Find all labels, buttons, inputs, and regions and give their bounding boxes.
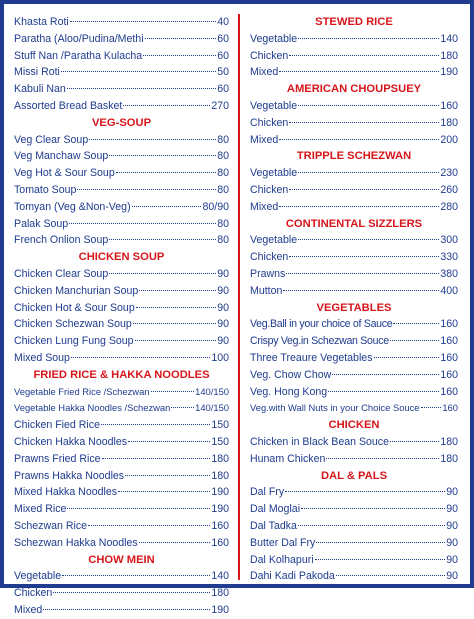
- menu-item: [14, 48, 229, 65]
- item-price: 180: [211, 469, 229, 482]
- dot-leader: [67, 508, 210, 509]
- menu-item: [14, 216, 229, 233]
- menu-item: [250, 199, 458, 216]
- item-name: Palak Soup: [14, 217, 69, 230]
- dot-leader: [88, 525, 210, 526]
- section-heading: AMERICAN CHOUPSUEY: [286, 83, 422, 96]
- menu-item: [14, 400, 229, 417]
- dot-leader: [390, 340, 439, 341]
- item-name: Mixed: [14, 603, 43, 616]
- item-price: 160: [440, 385, 458, 398]
- item-name: Chicken Manchurian Soup: [14, 284, 139, 297]
- dot-leader: [61, 71, 216, 72]
- item-price: 90: [446, 486, 458, 499]
- dot-leader: [77, 189, 216, 190]
- menu-item: [250, 367, 458, 384]
- item-name: Missi Roti: [14, 66, 60, 79]
- item-name: Vegetable: [250, 234, 298, 247]
- item-name: Chicken Fied Rice: [14, 419, 100, 432]
- menu-item: [14, 148, 229, 165]
- item-price: 270: [211, 99, 229, 112]
- section-heading: FRIED RICE & HAKKA NOODLES: [33, 368, 210, 381]
- item-price: 90: [446, 553, 458, 566]
- item-name: Butter Dal Fry: [250, 536, 316, 549]
- item-price: 400: [440, 284, 458, 297]
- dot-leader: [118, 491, 210, 492]
- item-name: Dal Moglai: [250, 503, 301, 516]
- menu-item: [14, 535, 229, 552]
- menu-item: [14, 501, 229, 518]
- item-name: Kabuli Nan: [14, 83, 66, 96]
- item-name: Assorted Bread Basket: [14, 99, 123, 112]
- item-price: 280: [440, 200, 458, 213]
- dot-leader: [289, 256, 439, 257]
- dot-leader: [390, 441, 439, 442]
- item-name: Mixed Hakka Noodles: [14, 486, 118, 499]
- dot-leader: [132, 206, 202, 207]
- menu-item: [250, 552, 458, 569]
- item-price: 80: [217, 183, 229, 196]
- dot-leader: [109, 273, 216, 274]
- item-name: Dal Kolhapuri: [250, 553, 314, 566]
- menu-item: [14, 132, 229, 149]
- dot-leader: [101, 424, 210, 425]
- item-name: Vegetable: [250, 167, 298, 180]
- menu-item: [14, 98, 229, 115]
- menu-item: [14, 199, 229, 216]
- dot-leader: [145, 38, 217, 39]
- dot-leader: [332, 374, 439, 375]
- dot-leader: [301, 508, 445, 509]
- item-price: 230: [440, 167, 458, 180]
- menu-item: [14, 165, 229, 182]
- item-price: 160: [442, 402, 458, 414]
- dot-leader: [67, 88, 216, 89]
- dot-leader: [171, 407, 194, 408]
- dot-leader: [69, 223, 216, 224]
- section-heading: CHICKEN SOUP: [78, 251, 165, 264]
- item-price: 160: [440, 318, 458, 331]
- menu-item: [250, 232, 458, 249]
- dot-leader: [123, 105, 210, 106]
- dot-leader: [336, 575, 445, 576]
- dot-leader: [283, 290, 439, 291]
- menu-item: [14, 350, 229, 367]
- dot-leader: [102, 458, 211, 459]
- menu-item: [250, 434, 458, 451]
- section-heading: STEWED RICE: [315, 16, 393, 28]
- dot-leader: [374, 357, 440, 358]
- item-price: 80: [217, 133, 229, 146]
- item-price: 180: [211, 452, 229, 465]
- menu-item: [250, 333, 458, 350]
- item-price: 160: [440, 99, 458, 112]
- item-name: Dal Fry: [250, 486, 285, 499]
- menu-item: [14, 283, 229, 300]
- column-divider: [238, 14, 240, 580]
- item-name: Mixed: [250, 200, 279, 213]
- item-name: Paratha (Aloo/Pudina/Methi: [14, 32, 144, 45]
- menu-item: [14, 568, 229, 585]
- item-price: 80: [217, 150, 229, 163]
- menu-item: [250, 98, 458, 115]
- menu-item: [250, 64, 458, 81]
- item-name: Crispy Veg.in Schezwan Souce: [250, 335, 389, 348]
- item-price: 160: [211, 519, 229, 532]
- item-name: Hunam Chicken: [250, 452, 326, 465]
- dot-leader: [89, 139, 216, 140]
- menu-item: [250, 165, 458, 182]
- item-price: 90: [217, 318, 229, 331]
- item-price: 90: [217, 284, 229, 297]
- item-name: Veg. Hong Kong: [250, 385, 328, 398]
- dot-leader: [298, 172, 439, 173]
- dot-leader: [135, 340, 217, 341]
- section-heading: CHOW MEIN: [88, 553, 155, 566]
- item-price: 160: [440, 351, 458, 364]
- item-price: 160: [440, 335, 458, 348]
- section-heading: DAL & PALS: [320, 469, 388, 482]
- dot-leader: [298, 38, 439, 39]
- item-price: 200: [440, 133, 458, 146]
- menu-item: [250, 384, 458, 401]
- dot-leader: [151, 391, 195, 392]
- menu-item: [250, 115, 458, 132]
- item-price: 150: [211, 419, 229, 432]
- menu-item: [14, 468, 229, 485]
- dot-leader: [285, 491, 445, 492]
- item-price: 90: [217, 301, 229, 314]
- dot-leader: [286, 273, 439, 274]
- item-price: 80: [217, 167, 229, 180]
- item-price: 90: [446, 570, 458, 583]
- section-heading: VEG-SOUP: [91, 116, 152, 129]
- dot-leader: [62, 575, 210, 576]
- item-price: 50: [217, 66, 229, 79]
- dot-leader: [298, 239, 439, 240]
- section-heading: TRIPPLE SCHEZWAN: [296, 150, 412, 163]
- item-name: Schezwan Rice: [14, 519, 88, 532]
- dot-leader: [289, 55, 439, 56]
- item-name: Vegetable Fried Rice /Schezwan: [14, 385, 150, 397]
- menu-item: [250, 501, 458, 518]
- item-name: Chicken Hakka Noodles: [14, 435, 128, 448]
- item-name: Vegetable: [14, 570, 62, 583]
- menu-right-column: [250, 14, 458, 585]
- menu-item: [14, 300, 229, 317]
- menu-item: [250, 48, 458, 65]
- menu-item: [14, 417, 229, 434]
- item-name: Dahi Kadi Pakoda: [250, 570, 335, 583]
- item-price: 90: [446, 536, 458, 549]
- dot-leader: [139, 290, 216, 291]
- item-name: Chicken: [250, 183, 289, 196]
- item-price: 140: [440, 32, 458, 45]
- item-price: 100: [211, 351, 229, 364]
- item-name: Veg. Chow Chow: [250, 368, 332, 381]
- item-price: 140/150: [195, 402, 229, 414]
- menu-item: [14, 451, 229, 468]
- dot-leader: [298, 525, 445, 526]
- menu-item: [250, 31, 458, 48]
- menu-item: [14, 518, 229, 535]
- item-price: 80: [217, 234, 229, 247]
- item-name: Stuff Nan /Paratha Kulacha: [14, 49, 143, 62]
- item-name: Prawns: [250, 267, 286, 280]
- section-heading: CONTINENTAL SIZZLERS: [285, 217, 423, 230]
- item-name: Mixed: [250, 66, 279, 79]
- menu-item: [14, 31, 229, 48]
- item-name: Dal Tadka: [250, 519, 297, 532]
- dot-leader: [298, 105, 439, 106]
- dot-leader: [328, 391, 439, 392]
- item-name: Mixed: [250, 133, 279, 146]
- dot-leader: [125, 475, 210, 476]
- item-name: Mixed Soup: [14, 351, 70, 364]
- menu-item: [14, 602, 229, 619]
- item-price: 180: [211, 587, 229, 600]
- item-price: 140/150: [195, 385, 229, 397]
- dot-leader: [279, 206, 439, 207]
- menu-item: [250, 484, 458, 501]
- dot-leader: [136, 307, 216, 308]
- item-name: Chicken Schezwan Soup: [14, 318, 132, 331]
- item-price: 180: [440, 452, 458, 465]
- menu-item: [250, 350, 458, 367]
- item-name: Chicken Lung Fung Soup: [14, 335, 134, 348]
- menu-item: [14, 81, 229, 98]
- item-price: 60: [217, 49, 229, 62]
- menu-item: [14, 316, 229, 333]
- menu-item: [250, 568, 458, 585]
- item-name: Chicken in Black Bean Souce: [250, 435, 389, 448]
- item-price: 260: [440, 183, 458, 196]
- item-price: 90: [446, 503, 458, 516]
- dot-leader: [139, 542, 211, 543]
- item-name: Veg.Ball in your choice of Sauce: [250, 318, 393, 331]
- item-name: Chicken: [250, 49, 289, 62]
- item-price: 160: [440, 368, 458, 381]
- item-name: Tomato Soup: [14, 183, 77, 196]
- dot-leader: [53, 592, 210, 593]
- dot-leader: [315, 559, 446, 560]
- item-name: Vegetable: [250, 32, 298, 45]
- dot-leader: [133, 323, 216, 324]
- item-price: 190: [211, 486, 229, 499]
- item-name: Three Treaure Vegetables: [250, 351, 373, 364]
- dot-leader: [326, 458, 439, 459]
- item-price: 300: [440, 234, 458, 247]
- item-price: 180: [440, 49, 458, 62]
- item-price: 60: [217, 32, 229, 45]
- item-name: Vegetable Hakka Noodles /Schezwan: [14, 402, 171, 414]
- dot-leader: [289, 122, 439, 123]
- dot-leader: [71, 357, 210, 358]
- item-price: 160: [211, 536, 229, 549]
- item-name: French Onlion Soup: [14, 234, 109, 247]
- menu-item: [250, 316, 458, 333]
- item-price: 190: [440, 66, 458, 79]
- item-name: Veg.with Wall Nuts in your Choice Souce: [250, 402, 420, 414]
- dot-leader: [143, 55, 216, 56]
- item-name: Chicken: [14, 587, 53, 600]
- item-price: 380: [440, 267, 458, 280]
- dot-leader: [421, 407, 442, 408]
- dot-leader: [316, 542, 445, 543]
- item-name: Mixed Rice: [14, 503, 67, 516]
- menu-item: [250, 266, 458, 283]
- item-name: Chicken: [250, 116, 289, 129]
- menu-item: [14, 333, 229, 350]
- dot-leader: [128, 441, 210, 442]
- menu-item: [250, 182, 458, 199]
- dot-leader: [109, 239, 216, 240]
- dot-leader: [116, 172, 216, 173]
- item-price: 80/90: [202, 200, 229, 213]
- item-name: Chicken: [250, 251, 289, 264]
- item-name: Veg Clear Soup: [14, 133, 89, 146]
- section-heading: CHICKEN: [328, 419, 380, 432]
- item-name: Prawns Fried Rice: [14, 452, 101, 465]
- section-heading: VEGETABLES: [316, 301, 392, 314]
- item-price: 90: [217, 335, 229, 348]
- item-name: Chicken Hot & Sour Soup: [14, 301, 135, 314]
- menu-item: [14, 182, 229, 199]
- item-name: Vegetable: [250, 99, 298, 112]
- item-price: 150: [211, 435, 229, 448]
- item-price: 90: [217, 267, 229, 280]
- dot-leader: [279, 71, 439, 72]
- dot-leader: [393, 323, 439, 324]
- item-price: 80: [217, 217, 229, 230]
- menu-left-column: [14, 14, 229, 619]
- menu-item: [14, 14, 229, 31]
- dot-leader: [43, 609, 210, 610]
- menu-item: [14, 434, 229, 451]
- item-name: Prawns Hakka Noodles: [14, 469, 125, 482]
- item-name: Veg Manchaw Soup: [14, 150, 109, 163]
- dot-leader: [279, 139, 439, 140]
- dot-leader: [109, 155, 216, 156]
- dot-leader: [289, 189, 439, 190]
- item-price: 190: [211, 503, 229, 516]
- menu-item: [250, 518, 458, 535]
- item-name: Mutton: [250, 284, 283, 297]
- item-name: Chicken Clear Soup: [14, 267, 109, 280]
- menu-item: [14, 484, 229, 501]
- item-price: 40: [217, 16, 229, 28]
- item-name: Schezwan Hakka Noodles: [14, 536, 138, 549]
- menu-item: [250, 249, 458, 266]
- menu-item: [250, 132, 458, 149]
- item-name: Veg Hot & Sour Soup: [14, 167, 115, 180]
- dot-leader: [70, 21, 216, 22]
- item-price: 140: [211, 570, 229, 583]
- menu-item: [250, 283, 458, 300]
- item-name: Tomyan (Veg &Non-Veg): [14, 200, 131, 213]
- menu-item: [14, 232, 229, 249]
- item-price: 90: [446, 519, 458, 532]
- menu-item: [250, 400, 458, 417]
- item-price: 180: [440, 116, 458, 129]
- menu-item: [250, 535, 458, 552]
- menu-item: [14, 266, 229, 283]
- menu-item: [14, 64, 229, 81]
- item-price: 60: [217, 83, 229, 96]
- menu-item: [14, 384, 229, 401]
- item-name: Khasta Roti: [14, 16, 69, 28]
- item-price: 190: [211, 603, 229, 616]
- item-price: 180: [440, 435, 458, 448]
- item-price: 330: [440, 251, 458, 264]
- menu-item: [250, 451, 458, 468]
